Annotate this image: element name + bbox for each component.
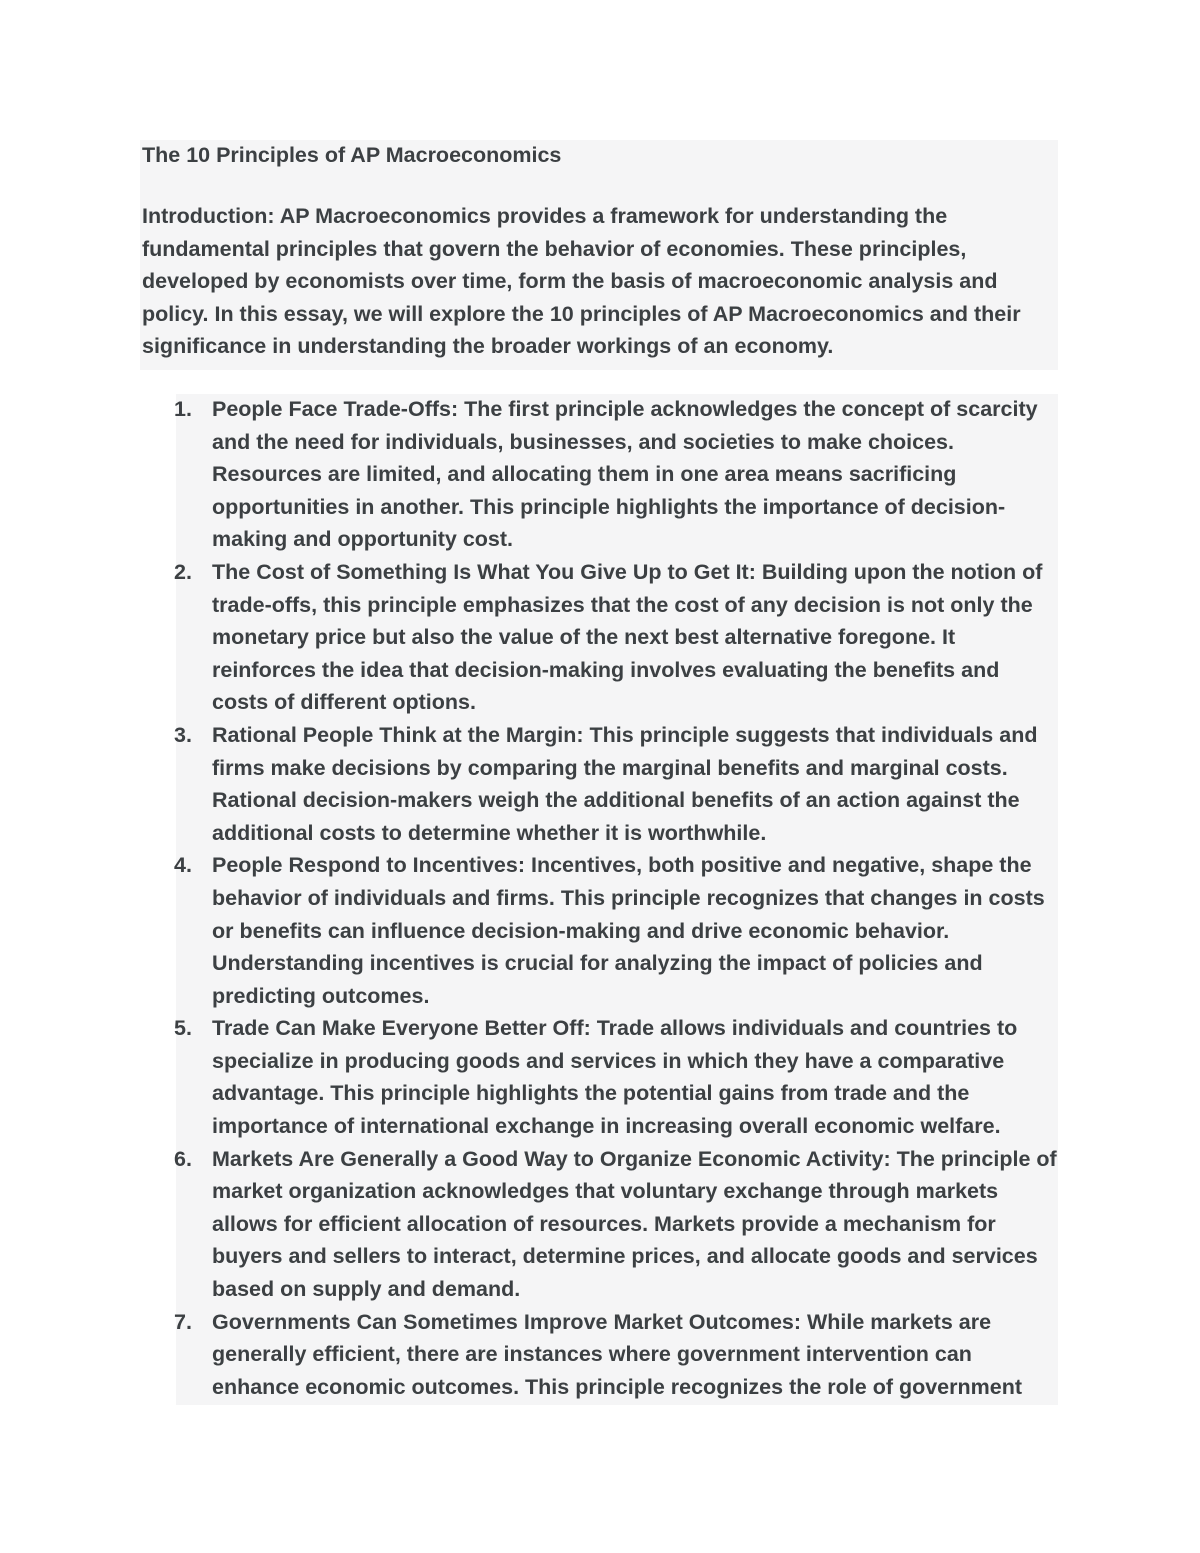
list-item-text: Rational People Think at the Margin: This principle suggests that individuals and firms make decisions by comparing the marginal benefits and marginal costs. Rational decision-makers weigh the additional benefits of an action against the additional costs to determine whether it is worthwhile. bbox=[212, 722, 1038, 845]
list-item-number: 2. bbox=[174, 559, 192, 584]
list-item bbox=[174, 719, 1058, 849]
list-item-text: Governments Can Sometimes Improve Market Outcomes: While markets are generally efficient, there are instances where government intervention can enhance economic outcomes. This principle recognizes the role of government bbox=[212, 1309, 1023, 1399]
list-item bbox=[174, 1143, 1058, 1306]
list-item-number: 4. bbox=[174, 853, 192, 878]
list-item bbox=[174, 849, 1058, 1012]
list-item-number: 5. bbox=[174, 1016, 192, 1041]
list-item-text: People Respond to Incentives: Incentives, both positive and negative, shape the behavior of individuals and firms. This principle recognizes that changes in costs or benefits can influence decision-making and drive economic behavior. Understanding incentives is crucial for analyzing the impact of policies and predicting outcomes. bbox=[212, 853, 1045, 1008]
list-item-text: The Cost of Something Is What You Give Up to Get It: Building upon the notion of trade-offs, this principle emphasizes that the cost of any decision is not only the monetary price but also the value of the next best alternative foregone. It reinforces the idea that decision-making involves evaluating the benefits and costs of different options. bbox=[212, 559, 1043, 715]
list-item-text: Trade Can Make Everyone Better Off: Trade allows individuals and countries to specialize in producing goods and services in which they have a comparative advantage. This principle highlights the potential gains from trade and the importance of international exchange in increasing overall economic welfare. bbox=[212, 1016, 1018, 1139]
list-item-number: 3. bbox=[174, 722, 192, 747]
list-item bbox=[174, 393, 1058, 556]
list-item-text: People Face Trade-Offs: The first principle acknowledges the concept of scarcity and the need for individuals, businesses, and societies to make choices. Resources are limited, and allocating them in one area means sacrificing opportunities in another. This principle highlights the importance of decision-making and opportunity cost. bbox=[212, 397, 1038, 552]
principles-list bbox=[174, 393, 1058, 1403]
list-item-number: 1. bbox=[174, 397, 192, 421]
list-item bbox=[174, 1306, 1058, 1404]
list-item bbox=[174, 556, 1058, 719]
list-item-number: 6. bbox=[174, 1146, 192, 1171]
list-item bbox=[174, 1012, 1058, 1142]
list-item-number: 7. bbox=[174, 1309, 192, 1334]
list-item-text: Markets Are Generally a Good Way to Organize Economic Activity: The principle of market organization acknowledges that voluntary exchange through markets allows for efficient allocation of resources. Markets provide a mechanism for buyers and sellers to interact, determine prices, and allocate goods and services based on supply and demand. bbox=[212, 1146, 1057, 1302]
introduction-paragraph: Introduction: AP Macroeconomics provides a framework for understanding the fundamental principles that govern the behavior of economies. These principles, developed by economists over time, form the basis of macroeconomic analysis and policy. In this essay, we will explore the 10 principles of AP Macroeconomics and their significance in understanding the broader workings of an economy. bbox=[142, 204, 1021, 359]
page-title: The 10 Principles of AP Macroeconomics bbox=[142, 143, 562, 167]
